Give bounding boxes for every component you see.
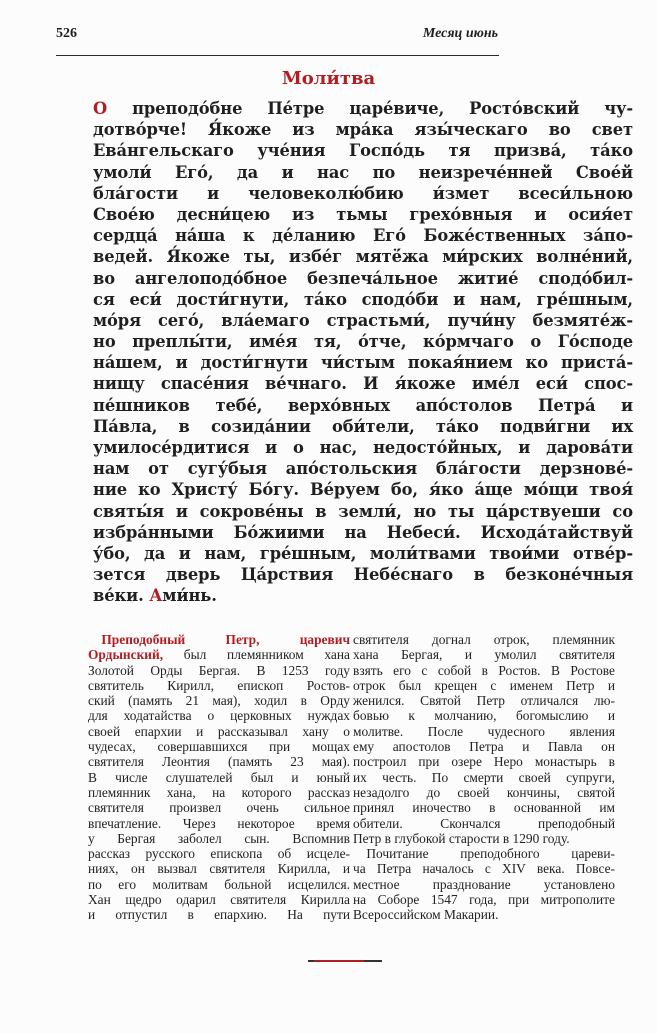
article-line: и отпустил в епархию. На пути [88,907,350,923]
article-line: молитве. После чудесного явления [353,723,615,739]
article-line: ча Петра началось с XIV века. Повсе- [353,861,615,877]
prayer-line: бла́гости и человеколю́бию и́змет всеси́льною [93,183,633,203]
prayer-line: святы́я и сокрове́ны в земли́, но ты ца́рствуеши со [93,501,633,521]
prayer-line: нищу спасе́ния ве́чнаго. И я́коже име́л еси́ спос- [93,374,633,394]
article-line: В числе слушателей был и юный [88,769,350,785]
prayer-line: сердца́ на́ша к де́ланию Его́ Боже́ственных за́по- [93,226,633,246]
article-line: для ходатайства о церковных нуждах [88,708,350,724]
article-line: впечатление. Через некоторое время [88,815,350,831]
prayer-line: ве́ки. Ами́нь. [93,586,217,606]
article-line: рассказ русского епископа об исцеле- [88,846,350,862]
prayer-line: зется дверь Ца́рствия Небе́снаго в безконе́чныя [93,565,633,585]
prayer-line: Па́вла, в созида́нии оби́тели, та́ко подви́гни их [93,416,633,436]
prayer-line: во ангелоподо́бное безпеча́льное житие́ сподо́бил- [93,268,633,288]
page-number: 526 [56,26,77,41]
end-ornament-rule [310,960,380,962]
right-column [353,632,615,923]
article-line: отрок был крещен с именем Петр и [353,677,615,693]
article-line: Всероссийском Макарии. [353,907,499,923]
prayer-line: избра́нными Бо́жиими на Небеси́. Исхода́тайствуй [93,522,633,542]
article-line: святителя произвел очень сильное [88,800,350,816]
prayer-line: нам от сугу́быя апо́стольския бла́гости дерзнове́- [93,459,633,479]
article-line: у Бергая заболел сын. Вспомнив [88,830,350,846]
article-line: святителя Леонтия (память 23 мая). [88,754,350,770]
article-line: святитель Кирилл, епископ Ростов- [88,677,350,693]
prayer-text [93,98,633,607]
article-line: на Соборе 1547 года, при митрополите [353,892,615,908]
prayer-line: у́бо, да и нам, гре́шным, моли́твами твои́ми отве́р- [93,543,633,563]
prayer-title: Моли́тва [281,68,376,89]
article-line: хана Бергая, и умолил святителя [353,647,615,663]
article-line: чудесах, совершавшихся при мощах [88,739,350,755]
article-line: Ордынский, был племянником хана [88,647,350,663]
article-line: Почитание преподобного цареви- [366,846,615,862]
running-title: Месяц июнь [422,26,498,41]
article-line: их честь. По смерти своей супруги, [353,769,615,785]
prayer-line: умоли́ Его́, да и нас по неизрече́нней Свое́й [93,162,633,182]
article-line: племянник хана, на которого рассказ [88,784,350,800]
article-line: бовью к молчанию, богомыслию и [353,708,615,724]
prayer-line: на́шем, и дости́гнути чи́стым покая́нием ко приста́- [93,353,633,373]
article-line: своей епархии и рассказывал хану о [88,723,350,739]
prayer-line: ся еси́ дости́гнути, та́ко сподо́би и нам, гре́шным, [93,289,633,309]
prayer-line: Ева́нгельскаго уче́ния Госпо́дь тя призва́, та́ко [93,141,633,161]
drop-initial: О [93,99,108,118]
article-columns [82,632,627,932]
left-column [88,632,350,923]
amen-initial: А [149,586,163,606]
prayer-line: дотво́рче! Я́коже из мра́ка язы́ческаго во свет [93,120,633,140]
prayer-line: пе́шников тебе́, верхо́вных апо́столов Петра́ и [93,395,633,415]
header-rule [56,55,499,56]
prayer-line: О преподо́бне Пе́тре царе́виче, Росто́вский чу- [93,99,633,118]
article-line: Петр в глубокой старости в 1290 году. [353,830,570,846]
article-line: ему апостолов Петра и Павла он [353,739,615,755]
prayer-line: умилосе́рдитися и о нас, недосто́йных, и дарова́ти [93,438,633,457]
article-line: женился. Святой Петр отличался лю- [353,693,615,709]
article-line: по его молитвам больной исцелился. [88,876,350,892]
prayer-line: ние ко Христу́ Бо́гу. Ве́руем бо, я́ко а́ще мо́щи твоя́ [93,480,633,500]
prayer-line: мо́ря сего́, вла́емаго страстьми́, пучи́ну безмяте́ж- [93,310,633,330]
prayer-line: ведей. Я́коже ты, избе́г мятё́жа ми́рских волне́ний, [93,247,633,267]
article-line: ниях, он вызвал святителя Кирилла, и [88,861,350,877]
page-header [56,26,498,44]
article-line: обители. Скончался преподобный [353,815,615,831]
article-line: местное празднование установлено [353,876,615,892]
article-line: построил при озере Неро монастырь в [353,754,615,770]
prayer-line: Свое́ю десни́цею из тьмы грехо́вныя и осия́ет [93,204,633,224]
saint-name: Преподобный Петр, царевич [101,632,350,647]
article-line: святителя догнал отрок, племянник [353,632,615,647]
article-line [88,632,350,647]
article-line: незадолго до своей кончины, святой [353,784,615,800]
article-line: принял иночество в основанной им [353,800,615,816]
prayer-line: но преплы́ти, име́я тя, о́тче, ко́рмчаго о Го́споде [93,332,633,352]
article-line: Золотой Орды Бергая. В 1253 году [88,662,350,678]
article-line: Хан щедро одарил святителя Кирилла [88,892,350,908]
article-line: ский (память 21 мая), ходил в Орду [88,693,350,709]
saint-name-cont: Ордынский, [88,647,164,663]
article-line: взять его с собой в Ростов. В Ростове [353,662,615,678]
